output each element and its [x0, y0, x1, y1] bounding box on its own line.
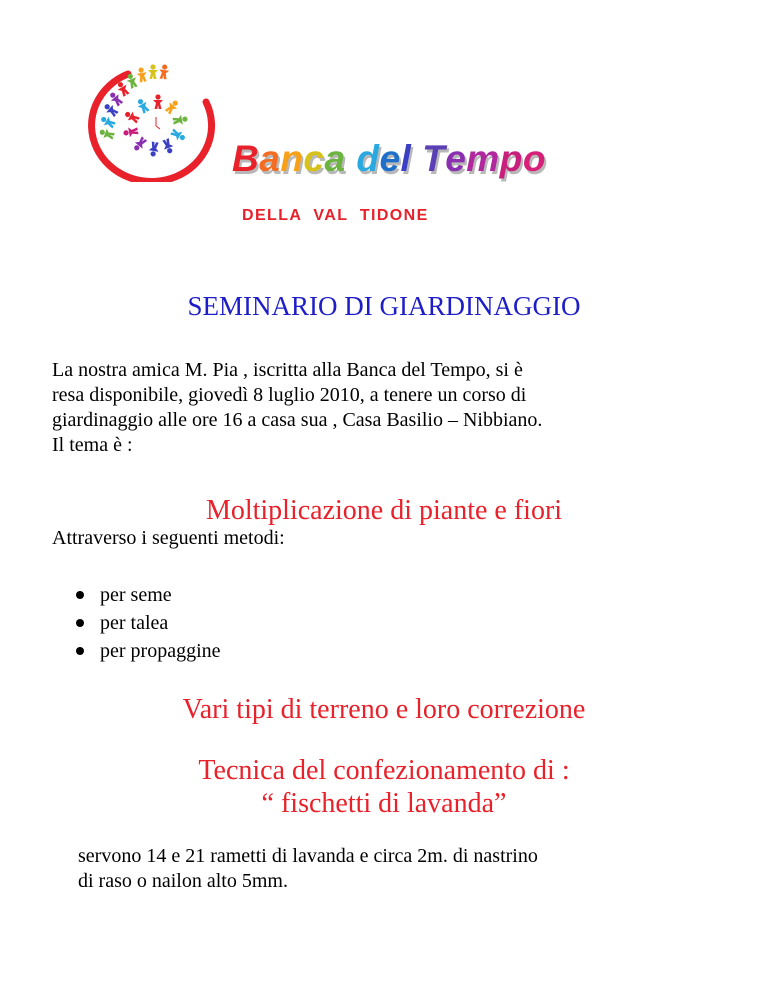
page-title: SEMINARIO DI GIARDINAGGIO: [187, 291, 581, 321]
intro-paragraph: [52, 358, 732, 458]
section-heading-moltiplicazione: Moltiplicazione di piante e fiori: [205, 495, 563, 526]
wordmark-letter: p: [499, 138, 523, 179]
materials-note: [78, 844, 718, 894]
wordmark-letter: a: [259, 138, 281, 179]
methods-list: [74, 581, 221, 665]
wordmark-letter: T: [422, 138, 446, 179]
list-item: per talea: [74, 609, 221, 637]
wordmark-letter: e: [445, 138, 467, 179]
bullet-icon: [76, 647, 84, 655]
list-item: per propaggine: [74, 637, 221, 665]
wordmark-letter: c: [303, 138, 325, 179]
wordmark-letter: m: [466, 138, 500, 179]
banca-del-tempo-logo: [88, 62, 228, 182]
section-heading-terreno: Vari tipi di terreno e loro correzione: [182, 694, 586, 725]
intro-line: resa disponibile, giovedì 8 luglio 2010, a tenere un corso di: [52, 384, 527, 406]
note-line: servono 14 e 21 rametti di lavanda e circa 2m. di nastrino: [78, 845, 538, 867]
wordmark-letter: d: [356, 138, 380, 179]
wordmark-letter: [346, 138, 357, 180]
wordmark-letter: [411, 138, 422, 180]
intro-line: La nostra amica M. Pia , iscritta alla Banca del Tempo, si è: [52, 359, 523, 381]
note-line: di raso o nailon alto 5mm.: [78, 870, 288, 892]
section-heading-tecnica-line2: “ fischetti di lavanda”: [261, 788, 507, 819]
section-heading-tecnica-line1: Tecnica del confezionamento di :: [198, 755, 570, 786]
wordmark-letter: n: [280, 138, 304, 179]
wordmark-letter: e: [379, 138, 401, 179]
intro-line: giardinaggio alle ore 16 a casa sua , Casa Basilio – Nibbiano.: [52, 409, 543, 431]
wordmark-letter: a: [324, 138, 346, 179]
wordmark-letter: B: [232, 138, 260, 179]
bullet-icon: [76, 591, 84, 599]
methods-lead-text: Attraverso i seguenti metodi:: [52, 527, 285, 549]
wordmark-letter: o: [522, 138, 546, 179]
list-item: per seme: [74, 581, 221, 609]
bullet-icon: [76, 619, 84, 627]
wordmark-letter: l: [400, 138, 412, 179]
organization-subtitle: DELLA VAL TIDONE: [242, 207, 429, 224]
logo-wordmark: [232, 138, 546, 180]
intro-line: Il tema è :: [52, 434, 133, 456]
